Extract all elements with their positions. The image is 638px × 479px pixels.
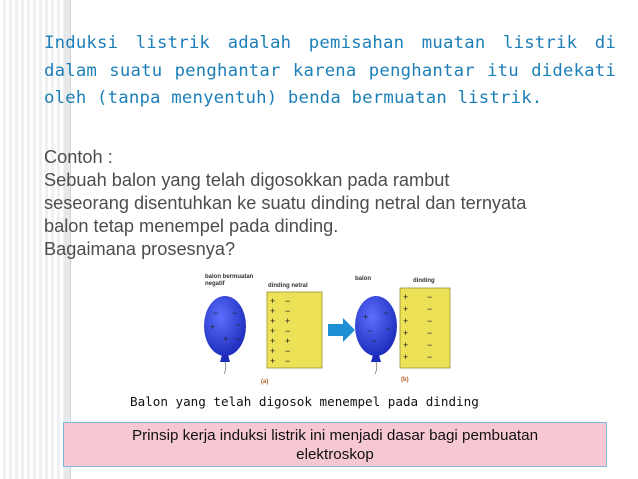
figure-caption: Balon yang telah digosok menempel pada dinding	[130, 394, 479, 409]
svg-text:+: +	[403, 340, 409, 350]
svg-text:−: −	[427, 304, 433, 314]
panel-a-wall-label: dinding netral	[268, 283, 308, 289]
principle-box	[63, 422, 607, 467]
panel-b-wall	[400, 288, 450, 368]
svg-text:−: −	[235, 320, 241, 330]
svg-text:−: −	[427, 340, 433, 350]
svg-text:+: +	[403, 292, 409, 302]
svg-text:+: +	[223, 334, 229, 344]
panel-b-tag: (b)	[401, 377, 409, 383]
panel-b-balloon-label: balon	[355, 276, 371, 282]
svg-text:−: −	[213, 308, 219, 318]
panel-a-tag: (a)	[261, 379, 269, 385]
svg-text:−: −	[385, 324, 391, 334]
panel-b-wall-label: dinding	[413, 278, 435, 284]
svg-text:+: +	[403, 328, 409, 338]
svg-text:−: −	[427, 352, 433, 362]
svg-text:−: −	[367, 326, 373, 336]
svg-text:+: +	[270, 316, 276, 326]
panel-a-balloon-label-2: negatif	[205, 281, 225, 287]
svg-text:−: −	[285, 326, 291, 336]
svg-text:−: −	[371, 336, 377, 346]
svg-text:−: −	[235, 334, 241, 344]
svg-text:+: +	[270, 356, 276, 366]
svg-text:+: +	[363, 312, 369, 322]
svg-text:+: +	[270, 346, 276, 356]
panel-b-balloon	[355, 296, 397, 374]
transition-arrow	[328, 318, 355, 342]
svg-text:+: +	[270, 306, 276, 316]
example-line: balon tetap menempel pada dinding.	[44, 216, 339, 236]
panel-a-balloon	[204, 296, 246, 374]
definition-text: Induksi listrik adalah pemisahan muatan listrik di dalam suatu penghantar karena penghantar itu didekati oleh (tanpa menyentuh) benda bermuatan listrik.	[44, 33, 616, 108]
svg-text:−: −	[427, 316, 433, 326]
svg-text:−: −	[383, 308, 389, 318]
example-heading: Contoh :	[44, 147, 113, 167]
svg-text:−: −	[427, 328, 433, 338]
svg-text:−: −	[285, 346, 291, 356]
svg-text:+: +	[285, 316, 291, 326]
svg-text:+: +	[270, 336, 276, 346]
svg-text:+: +	[403, 304, 409, 314]
principle-text: Prinsip kerja induksi listrik ini menjadi dasar bagi pembuatan elektroskop	[131, 426, 539, 463]
svg-text:−: −	[285, 356, 291, 366]
svg-text:−: −	[427, 292, 433, 302]
svg-text:+: +	[270, 296, 276, 306]
svg-text:+: +	[270, 326, 276, 336]
svg-text:−: −	[285, 296, 291, 306]
svg-text:+: +	[210, 322, 216, 332]
example-question: Bagaimana prosesnya?	[44, 239, 236, 259]
panel-a-wall	[267, 292, 322, 368]
svg-text:+: +	[285, 336, 291, 346]
svg-text:+: +	[403, 352, 409, 362]
balloon-induction-figure	[195, 270, 470, 388]
example-block	[44, 146, 629, 261]
svg-text:−: −	[232, 308, 238, 318]
svg-text:+: +	[403, 316, 409, 326]
svg-text:−: −	[285, 306, 291, 316]
panel-a-balloon-label: balon bermuatan	[205, 274, 254, 280]
example-line: Sebuah balon yang telah digosokkan pada rambut	[44, 170, 450, 190]
example-line: seseorang disentuhkan ke suatu dinding netral dan ternyata	[44, 193, 527, 213]
